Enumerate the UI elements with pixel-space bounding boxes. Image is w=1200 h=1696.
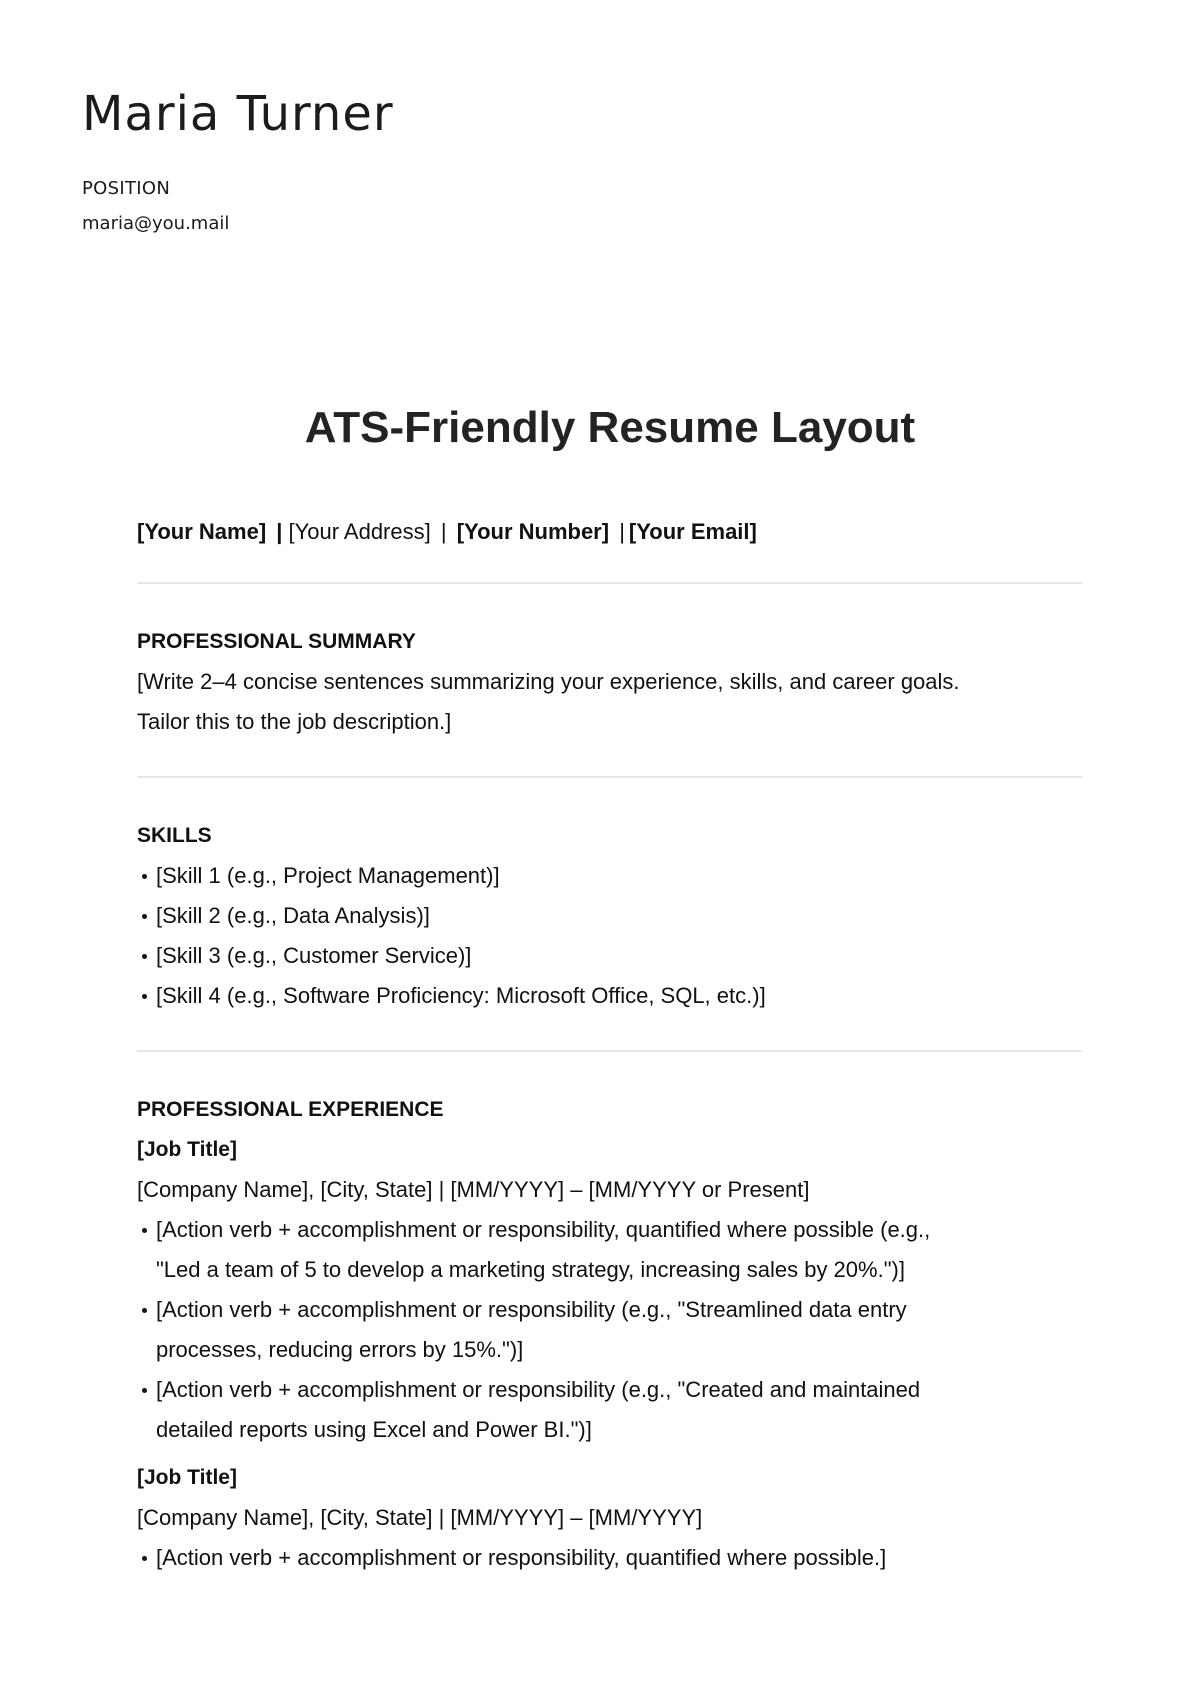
skill-item — [137, 976, 1082, 1016]
bullet-text-line: [Action verb + accomplishment or responsibility, quantified where possible (e.g., — [156, 1217, 931, 1242]
skill-item — [137, 936, 1082, 976]
job-title: [Job Title] — [137, 1138, 237, 1161]
job-bullet — [137, 1290, 1082, 1370]
contact-separator: | — [440, 519, 447, 544]
position-label: POSITION — [82, 178, 171, 199]
section-divider — [137, 582, 1082, 584]
section-divider — [137, 1050, 1082, 1052]
skill-text: [Skill 3 (e.g., Customer Service)] — [156, 943, 472, 968]
skill-item — [137, 896, 1082, 936]
contact-line — [137, 512, 1082, 552]
job-meta: [Company Name], [City, State] | [MM/YYYY] – [MM/YYYY or Present] — [137, 1177, 810, 1202]
bullet-text-line: detailed reports using Excel and Power BI.")] — [156, 1417, 592, 1442]
skills-heading: SKILLS — [137, 824, 212, 847]
contact-number: [Your Number] — [456, 519, 610, 544]
bullet-text-line: [Action verb + accomplishment or responsibility (e.g., "Streamlined data entry — [156, 1297, 907, 1322]
bullet-text-line: processes, reducing errors by 15%.")] — [156, 1337, 524, 1362]
contact-separator: | — [276, 519, 283, 544]
summary-section — [137, 622, 1082, 742]
resume-body — [137, 512, 1082, 1578]
contact-name: [Your Name] — [137, 519, 267, 544]
skill-text: [Skill 2 (e.g., Data Analysis)] — [156, 903, 430, 928]
bullet-text-line: [Action verb + accomplishment or responsibility, quantified where possible.] — [156, 1545, 887, 1570]
skills-section — [137, 816, 1082, 1016]
bullet-icon — [142, 874, 147, 879]
bullet-icon — [142, 1556, 147, 1561]
bullet-text-line: "Led a team of 5 to develop a marketing strategy, increasing sales by 20%.")] — [156, 1257, 905, 1282]
skill-text: [Skill 4 (e.g., Software Proficiency: Microsoft Office, SQL, etc.)] — [156, 983, 766, 1008]
summary-text-line: Tailor this to the job description.] — [137, 709, 452, 734]
job-bullets — [137, 1210, 1082, 1450]
bullet-icon — [142, 1308, 147, 1313]
document-title: ATS-Friendly Resume Layout — [304, 403, 916, 452]
bullet-icon — [142, 994, 147, 999]
email-address: maria@you.mail — [82, 213, 230, 234]
bullet-icon — [142, 1388, 147, 1393]
bullet-icon — [142, 914, 147, 919]
job-bullet — [137, 1210, 1082, 1290]
section-divider — [137, 776, 1082, 778]
job-entry — [137, 1458, 1082, 1578]
job-bullets — [137, 1538, 1082, 1578]
contact-separator: | — [619, 519, 625, 544]
summary-text-line: [Write 2–4 concise sentences summarizing your experience, skills, and career goals. — [137, 669, 960, 694]
resume-header — [82, 84, 682, 235]
bullet-icon — [142, 1228, 147, 1233]
experience-heading: PROFESSIONAL EXPERIENCE — [137, 1098, 444, 1121]
job-bullet — [137, 1370, 1082, 1450]
bullet-icon — [142, 954, 147, 959]
bullet-text-line: [Action verb + accomplishment or responsibility (e.g., "Created and maintained — [156, 1377, 921, 1402]
job-meta: [Company Name], [City, State] | [MM/YYYY] – [MM/YYYY] — [137, 1505, 703, 1530]
skills-list — [137, 856, 1082, 1016]
contact-address: [Your Address] — [288, 519, 431, 544]
contact-email: [Your Email] — [628, 519, 757, 544]
job-title: [Job Title] — [137, 1466, 237, 1489]
job-entry — [137, 1130, 1082, 1450]
summary-heading: PROFESSIONAL SUMMARY — [137, 630, 416, 653]
skill-item — [137, 856, 1082, 896]
person-name: Maria Turner — [82, 86, 394, 142]
skill-text: [Skill 1 (e.g., Project Management)] — [156, 863, 500, 888]
job-bullet — [137, 1538, 1082, 1578]
experience-section — [137, 1090, 1082, 1578]
